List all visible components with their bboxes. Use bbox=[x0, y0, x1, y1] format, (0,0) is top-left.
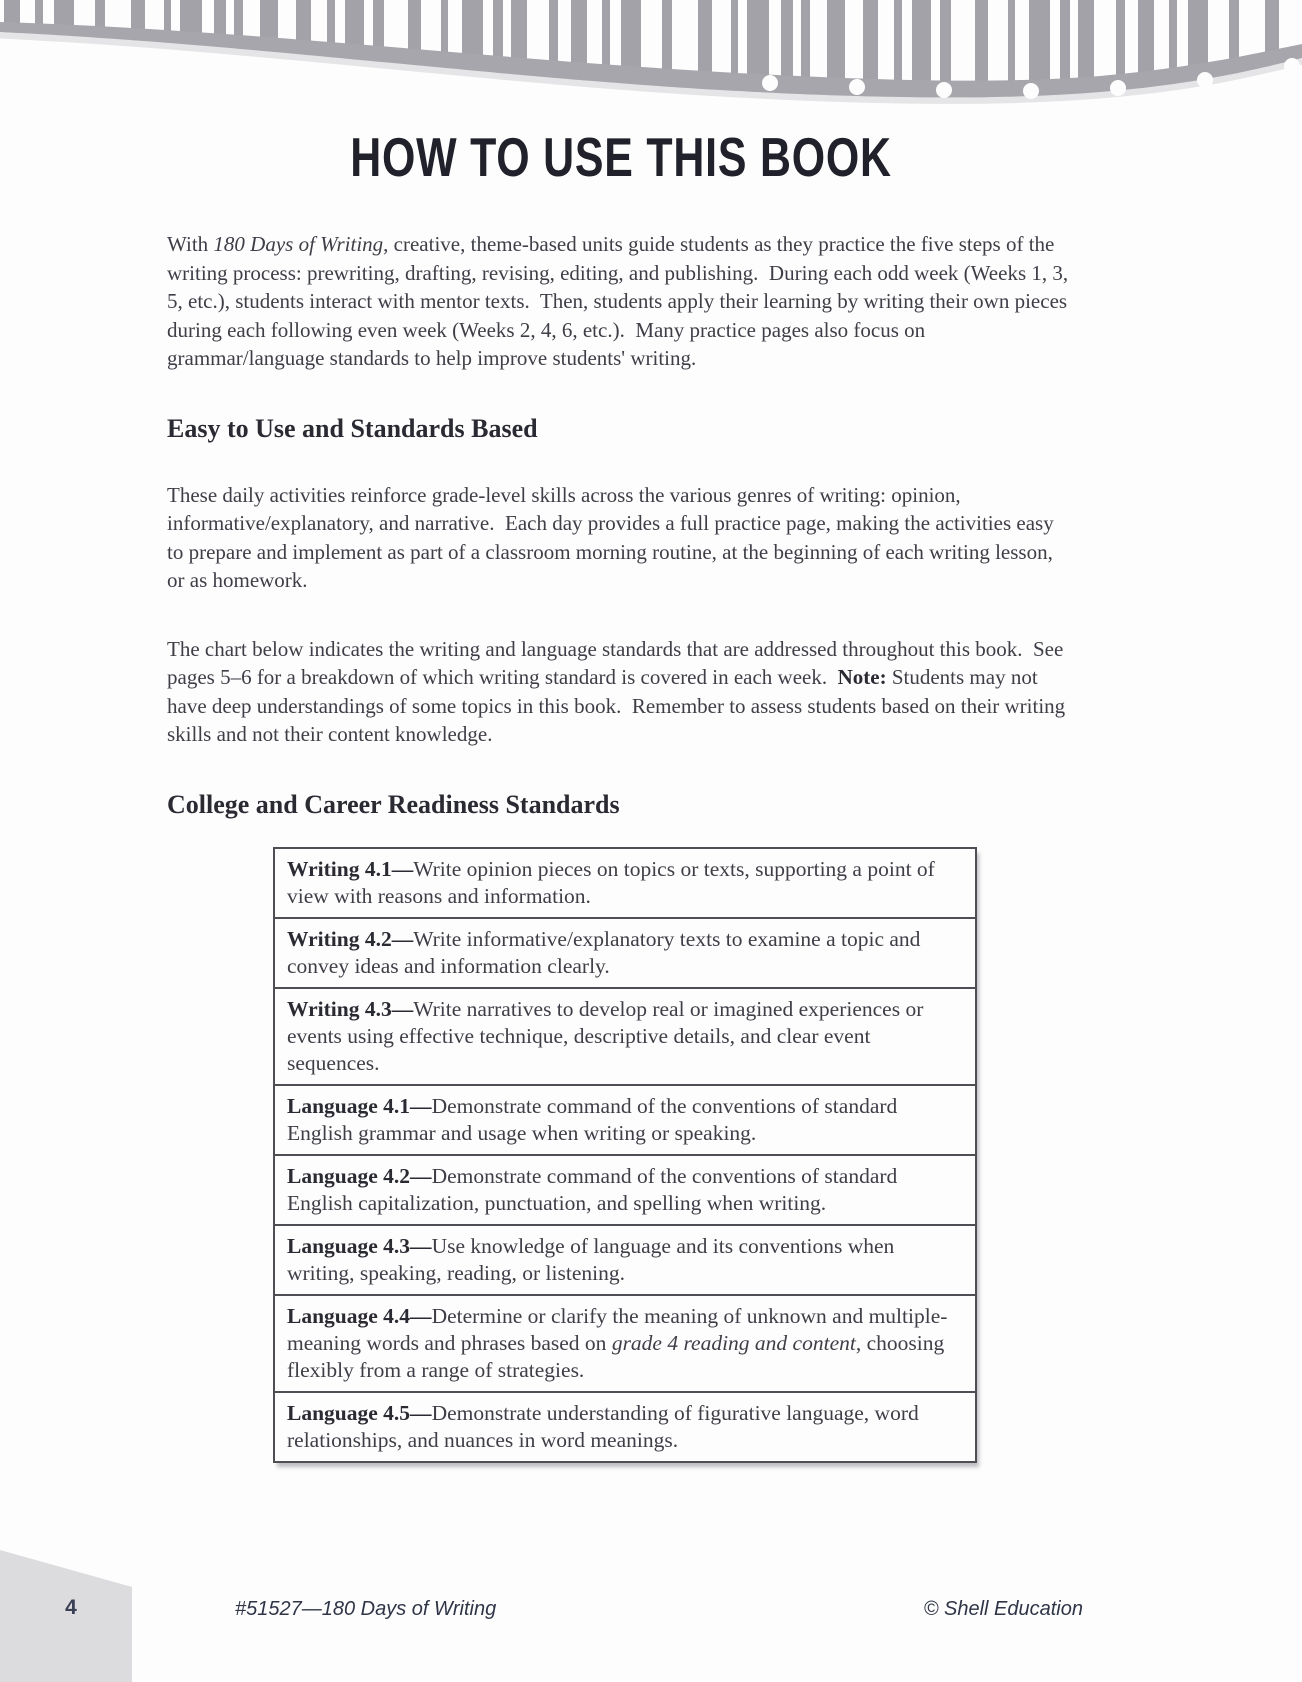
standard-label: Language 4.5— bbox=[287, 1400, 432, 1425]
standard-text: Write narratives to develop real or imagined experiences or events using effective technique, descriptive details, and clear event sequences. bbox=[287, 996, 929, 1075]
easy-to-use-paragraph: These daily activities reinforce grade-level skills across the various genres of writing: opinion, informative/explanatory, and narrative. Each day provides a full practice page, making the activities easy to prepare and implement as part of a classroom morning routine, at the beginning of each writing lesson, or as homework. bbox=[167, 482, 1059, 592]
intro-text-post: , creative, theme-based units guide students as they practice the five steps of the writing process: prewriting, drafting, revising, editing, and publishing. During each odd week (Weeks 1, 3, 5, etc.), students interact with mentor texts. Then, students apply their learning by writing their own pieces during each following even week (Weeks 2, 4, 6, etc.). Many practice pages also focus on grammar/language standards to help improve students' writing. bbox=[167, 232, 1074, 370]
header-stripes-decoration bbox=[0, 0, 1302, 112]
standard-row bbox=[275, 919, 975, 989]
standard-italic: grade 4 reading and content bbox=[611, 1330, 856, 1355]
standard-text: Write informative/explanatory texts to examine a topic and convey ideas and information clearly. bbox=[287, 926, 926, 978]
standard-row bbox=[275, 989, 975, 1086]
page-title: HOW TO USE THIS BOOK bbox=[350, 126, 892, 188]
standard-row bbox=[275, 1393, 975, 1461]
footer-publisher: © Shell Education bbox=[923, 1598, 1083, 1620]
standard-text-end: , choosing flexibly from a range of strategies. bbox=[287, 1330, 950, 1382]
intro-paragraph bbox=[167, 230, 1075, 373]
intro-text-pre: With bbox=[167, 232, 214, 256]
section-heading-easy-to-use: Easy to Use and Standards Based bbox=[167, 413, 538, 443]
standard-row bbox=[275, 849, 975, 919]
footer-page-number: 4 bbox=[65, 1596, 77, 1619]
chart-note-pre: The chart below indicates the writing and language standards that are addressed throughout this book. See pages 5–6 for a breakdown of which writing standard is covered in each week. bbox=[167, 636, 1069, 689]
standard-label: Language 4.2— bbox=[287, 1163, 432, 1188]
standard-text: Write opinion pieces on topics or texts, supporting a point of view with reasons and information. bbox=[287, 856, 941, 908]
footer-book-id: #51527—180 Days of Writing bbox=[235, 1598, 497, 1620]
standard-text: Determine or clarify the meaning of unknown and multiple-meaning words and phrases based on bbox=[287, 1303, 948, 1355]
standard-label: Writing 4.1— bbox=[287, 856, 414, 881]
standard-text: Demonstrate command of the conventions of standard English capitalization, punctuation, and spelling when writing. bbox=[287, 1163, 903, 1215]
chart-note-post: Students may not have deep understandings of some topics in this book. Remember to assess students based on their writing skills and not their content knowledge. bbox=[167, 665, 1071, 746]
standard-label: Writing 4.3— bbox=[287, 996, 414, 1021]
standard-text: Demonstrate understanding of figurative language, word relationships, and nuances in word meanings. bbox=[287, 1400, 925, 1452]
standard-row bbox=[275, 1086, 975, 1156]
standard-label: Language 4.3— bbox=[287, 1233, 432, 1258]
standard-label: Language 4.4— bbox=[287, 1303, 432, 1328]
standard-text: Demonstrate command of the conventions of standard English grammar and usage when writing or speaking. bbox=[287, 1093, 903, 1145]
section-heading-standards: College and Career Readiness Standards bbox=[167, 789, 620, 819]
standards-table bbox=[273, 847, 977, 1463]
page-content bbox=[167, 128, 1075, 1463]
note-label: Note: bbox=[837, 665, 887, 689]
standard-row bbox=[275, 1296, 975, 1393]
intro-book-title-italic: 180 Days of Writing bbox=[213, 232, 384, 256]
standard-label: Language 4.1— bbox=[287, 1093, 432, 1118]
standard-text: Use knowledge of language and its conventions when writing, speaking, reading, or listening. bbox=[287, 1233, 900, 1285]
standard-row bbox=[275, 1226, 975, 1296]
standard-row bbox=[275, 1156, 975, 1226]
standard-label: Writing 4.2— bbox=[287, 926, 414, 951]
chart-note-paragraph bbox=[167, 635, 1075, 749]
